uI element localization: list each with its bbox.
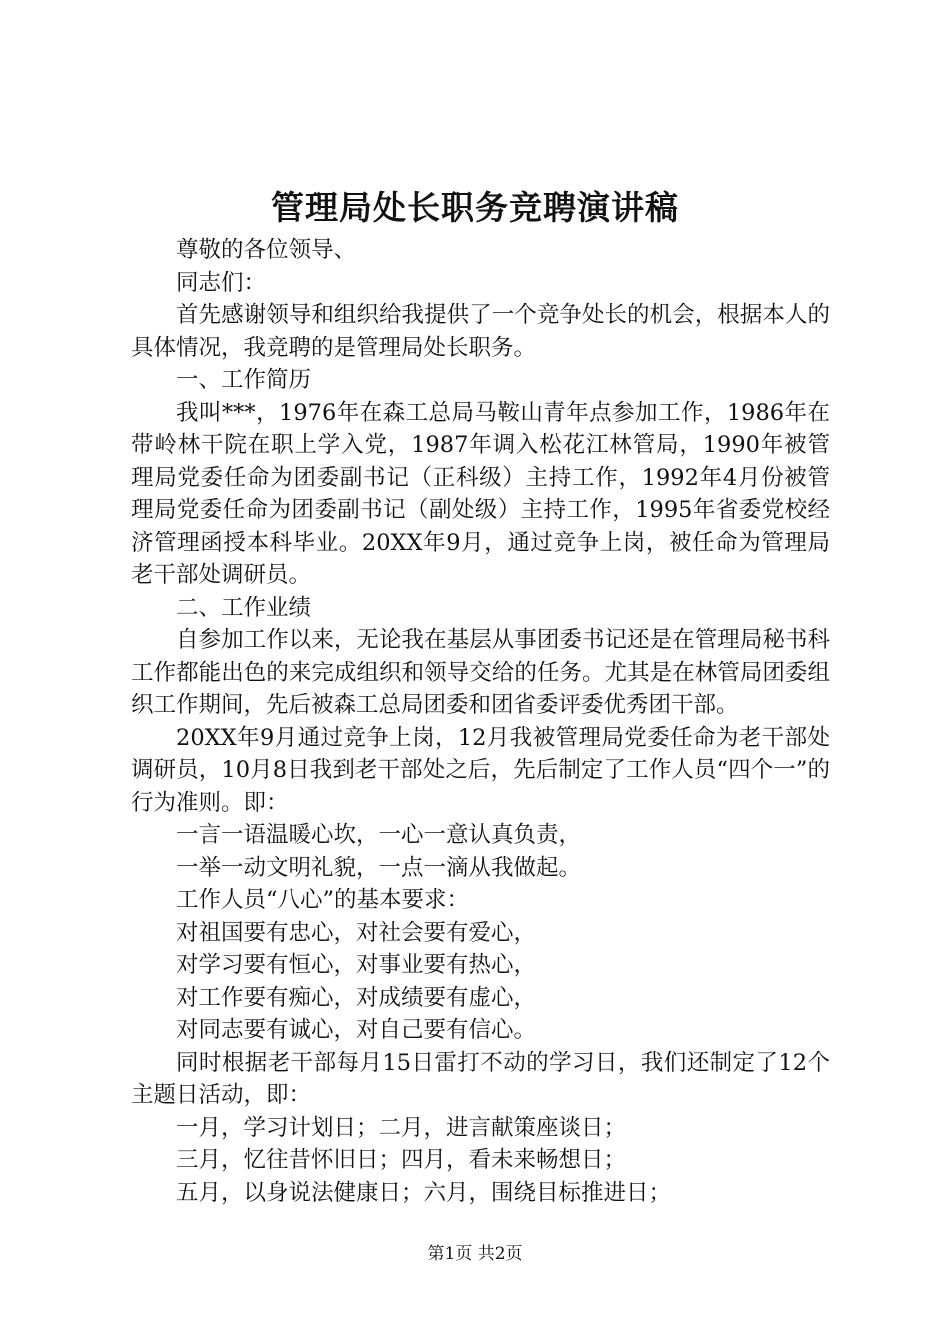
theme-day-line: 三月，忆往昔怀旧日；四月，看未来畅想日； <box>176 1147 627 1173</box>
section-heading-work-history: 一、工作简历 <box>176 367 312 393</box>
theme-day-line: 一月，学习计划日；二月，进言献策座谈日； <box>176 1114 627 1141</box>
requirement-line: 对学习要有恒心，对事业要有热心， <box>176 952 537 978</box>
paragraph-theme-days: 同时根据老干部每月15日雷打不动的学习日，我们还制定了12个主题日活动，即： <box>131 1049 830 1108</box>
page-number-footer: 第1页 共2页 <box>427 1244 523 1264</box>
theme-day-line: 五月，以身说法健康日；六月，围绕目标推进日； <box>176 1179 672 1206</box>
rule-line: 一言一语温暖心坎，一心一意认真负责， <box>176 822 582 848</box>
salutation-line-1: 尊敬的各位领导、 <box>176 237 357 263</box>
paragraph-work-history: 我叫***，1976年在森工总局马鞍山青年点参加工作，1986年在带岭林干院在职上学入党，1987年调入松花江林管局，1990年被管理局党委任命为团委副书记（正科级）主持工作，1992年4月份被管理局党委任命为团委副书记（副处级）主持工作，1995年省委党校经济管理函授本科毕业。20XX年9月，通过竞争上岗，被任命为管理局老干部处调研员。 <box>131 399 830 588</box>
paragraph-achievements: 自参加工作以来，无论我在基层从事团委书记还是在管理局秘书科工作都能出色的来完成组织和领导交给的任务。尤其是在林管局团委组织工作期间，先后被森工总局团委和团省委评委优秀团干部。 <box>131 627 830 718</box>
requirement-line: 对工作要有痴心，对成绩要有虚心， <box>176 984 537 1011</box>
document-title: 管理局处长职务竞聘演讲稿 <box>271 188 679 227</box>
requirement-line: 对同志要有诚心，对自己要有信心。 <box>176 1017 537 1043</box>
document-body <box>131 234 830 1209</box>
section-heading-achievements: 二、工作业绩 <box>176 594 312 621</box>
salutation-line-2: 同志们： <box>176 269 267 296</box>
paragraph-intro: 首先感谢领导和组织给我提供了一个竞争处长的机会，根据本人的具体情况，我竞聘的是管理局处长职务。 <box>131 302 830 361</box>
requirement-line: 对祖国要有忠心，对社会要有爱心， <box>176 919 537 946</box>
requirements-heading: 工作人员“八心”的基本要求： <box>176 887 470 913</box>
paragraph-appointment: 20XX年9月通过竞争上岗，12月我被管理局党委任命为老干部处调研员，10月8日我到老干部处之后，先后制定了工作人员“四个一”的行为准则。即： <box>131 724 830 816</box>
rule-line: 一举一动文明礼貌，一点一滴从我做起。 <box>176 854 582 881</box>
